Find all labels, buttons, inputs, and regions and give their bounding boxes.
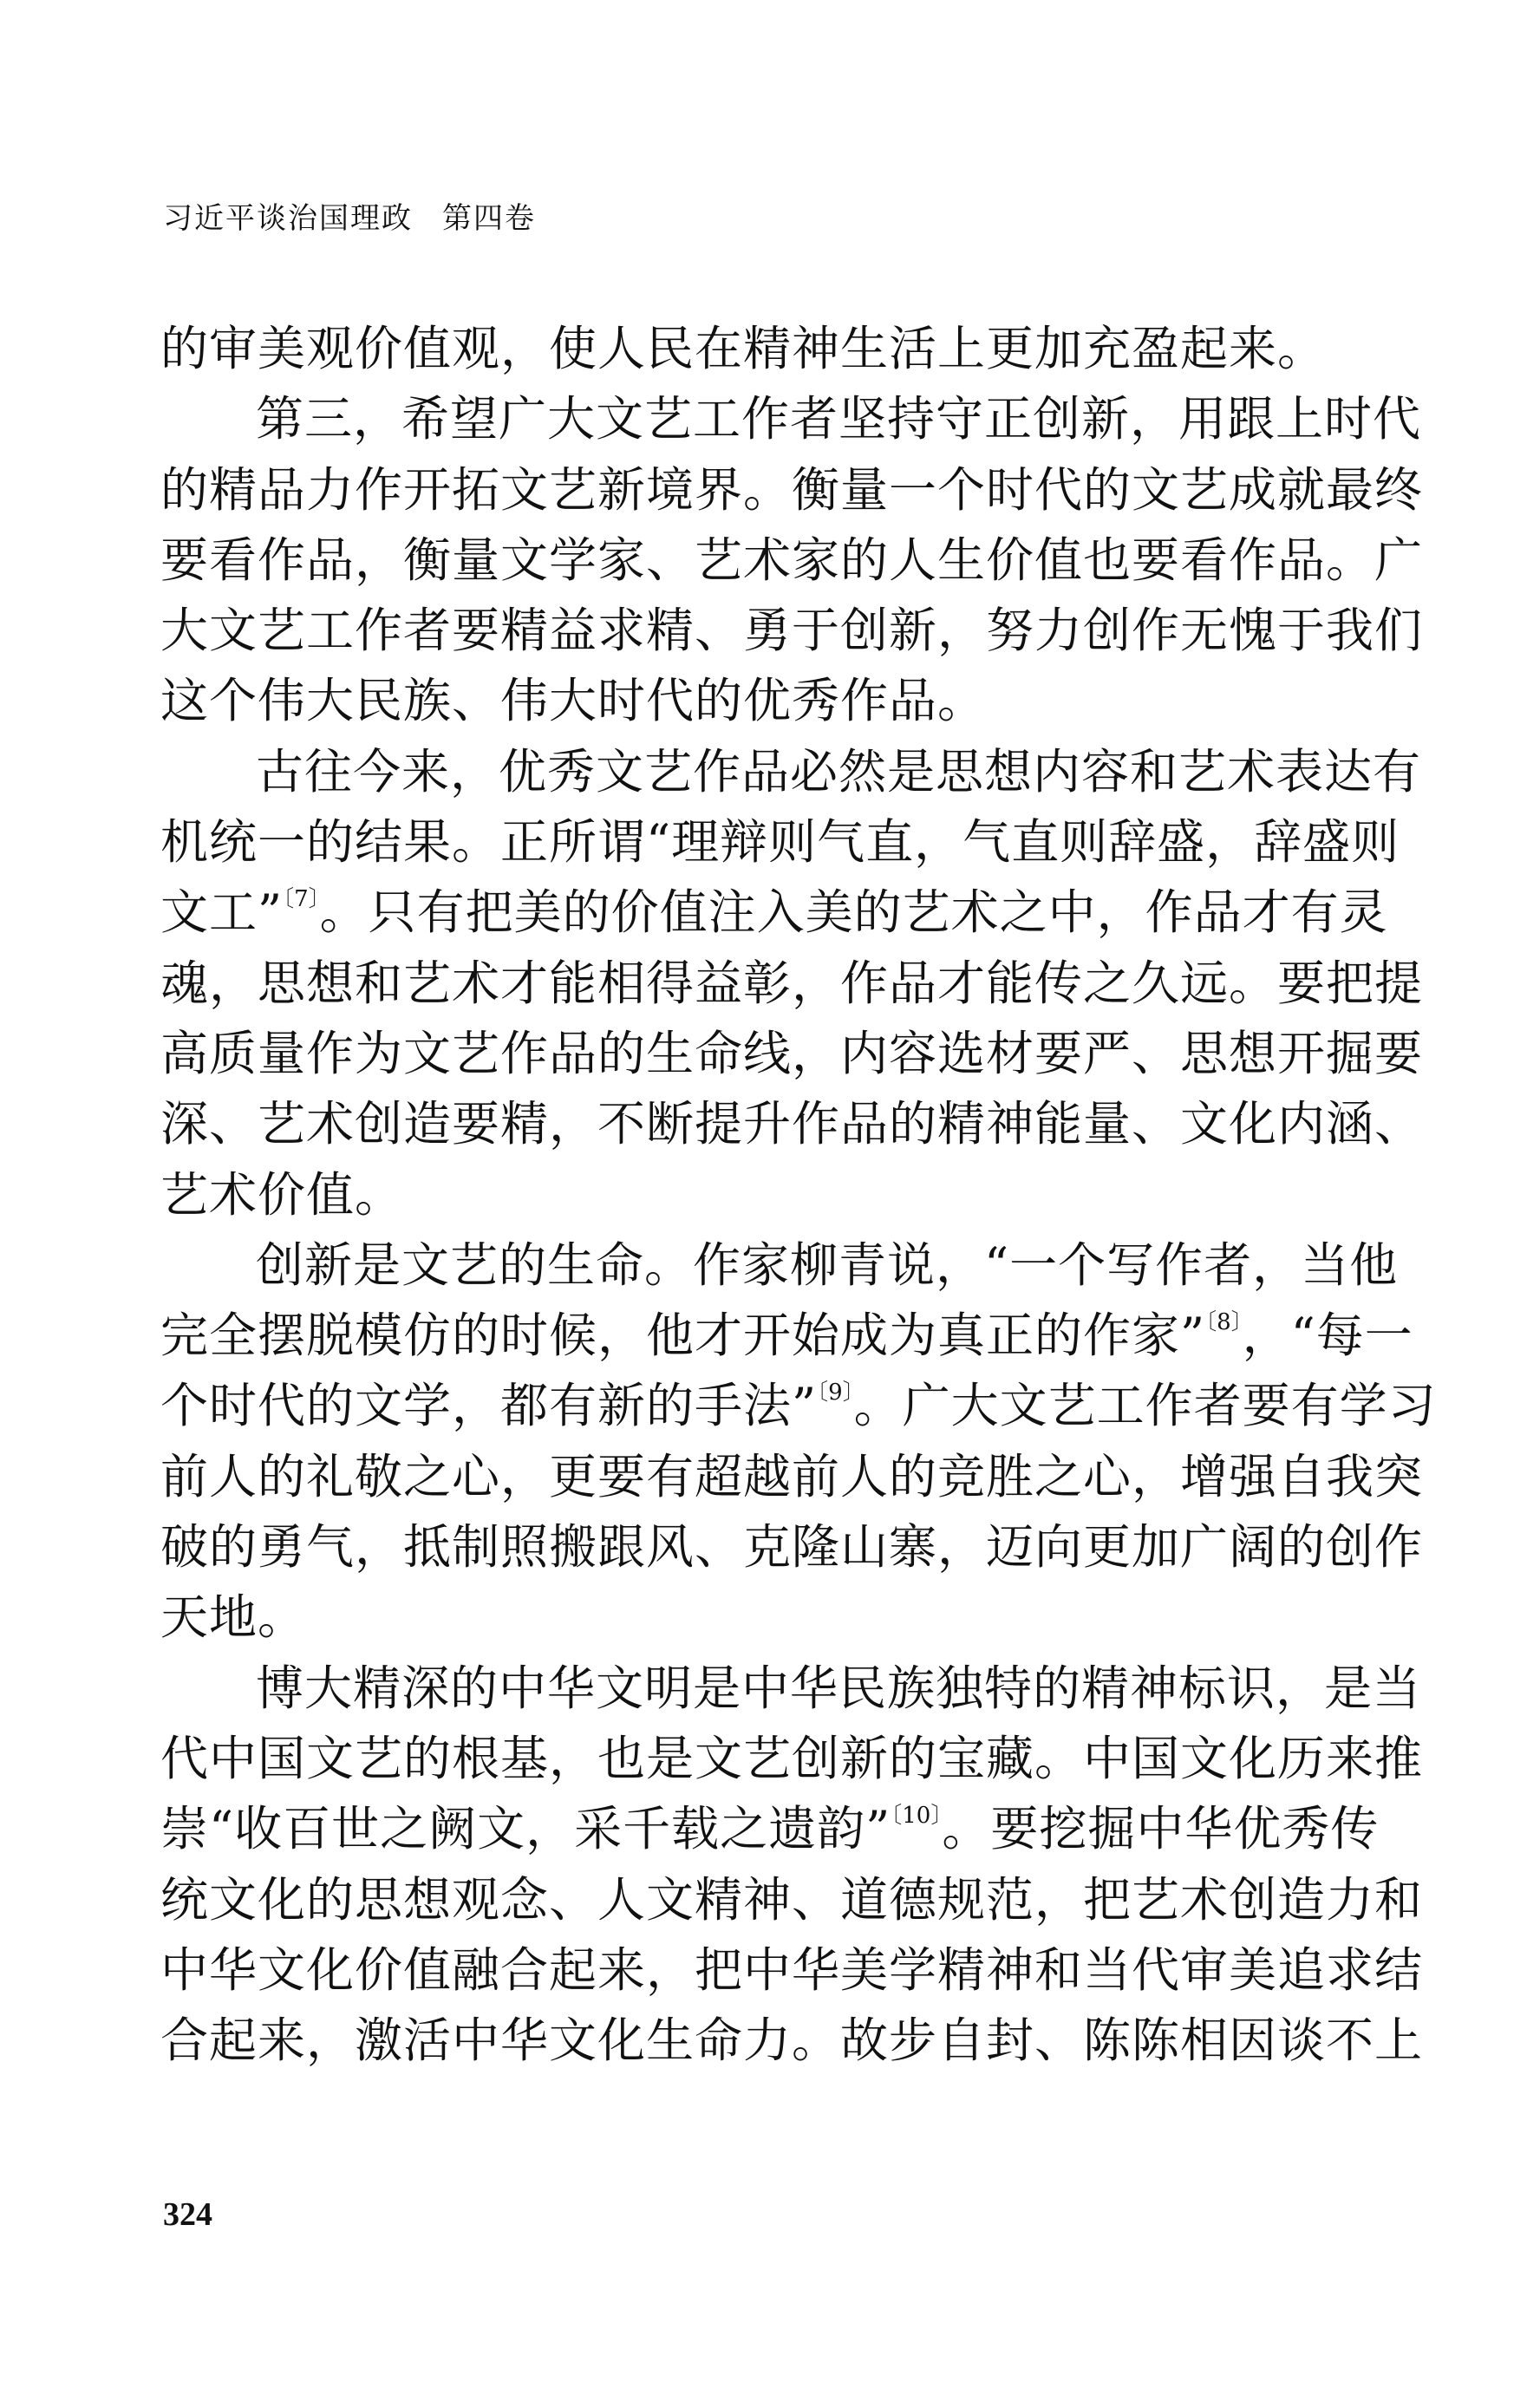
text-line [160, 1019, 1424, 1089]
line-text: 。要挖掘中华优秀传 [942, 1801, 1380, 1857]
line-text: 个时代的文学，都有新的手法” [160, 1378, 818, 1434]
text-line [160, 2006, 1424, 2076]
text-line [160, 737, 1422, 807]
text-line [160, 596, 1424, 666]
line-text: 第三，希望广大文艺工作者坚持守正创新，用跟上时代 [256, 391, 1422, 447]
text-line [160, 1654, 1422, 1724]
line-text: 这个伟大民族、伟大时代的优秀作品。 [160, 673, 987, 729]
page-number: 324 [163, 2196, 212, 2233]
text-line [160, 1794, 1380, 1864]
footnote-reference: 〔8〕 [1205, 1309, 1243, 1336]
line-text: 艺术价值。 [160, 1166, 404, 1223]
text-line [160, 949, 1424, 1019]
text-line [160, 455, 1424, 525]
running-header [163, 198, 536, 239]
text-line [160, 314, 1357, 384]
footnote-reference: 〔7〕 [283, 886, 320, 913]
text-line [160, 1442, 1424, 1512]
text-line [160, 1582, 1357, 1653]
line-text: 中华文化价值融合起来，把中华美学精神和当代审美追求结 [160, 1941, 1424, 1998]
text-line [160, 525, 1424, 596]
text-line [160, 384, 1422, 454]
text-line [160, 666, 1357, 736]
line-text: 的精品力作开拓文艺新境界。衡量一个时代的文艺成就最终 [160, 461, 1424, 518]
line-text: 高质量作为文艺作品的生命线，内容选材要严、思想开掘要 [160, 1025, 1424, 1081]
line-text: 魂，思想和艺术才能相得益彰，作品才能传之久远。要把提 [160, 955, 1424, 1011]
text-line [160, 1301, 1413, 1371]
text-line [160, 1230, 1399, 1301]
text-line [160, 807, 1400, 878]
book-title: 习近平谈治国理政 [163, 201, 413, 236]
footnote-reference: 〔10〕 [891, 1803, 943, 1830]
line-text: 前人的礼敬之心，更要有超越前人的竞胜之心，增强自我突 [160, 1448, 1424, 1504]
text-line [160, 1935, 1424, 2006]
line-text: 文工” [160, 884, 284, 941]
text-line [160, 1865, 1424, 1935]
text-line [160, 878, 1388, 948]
body-text [160, 314, 1437, 2076]
text-line [160, 1371, 1437, 1441]
line-text: 的审美观价值观，使人民在精神生活上更加充盈起来。 [160, 321, 1327, 376]
line-text: 。只有把美的价值注入美的艺术之中，作品才有灵 [319, 884, 1388, 941]
line-text: 崇“收百世之阙文，采千载之遗韵” [160, 1801, 891, 1857]
line-text: 代中国文艺的根基，也是文艺创新的宝藏。中国文化历来推 [160, 1730, 1424, 1786]
line-text: 统文化的思想观念、人文精神、道德规范，把艺术创造力和 [160, 1871, 1424, 1928]
line-text: 古往今来，优秀文艺作品必然是思想内容和艺术表达有 [256, 743, 1422, 799]
line-text: 大文艺工作者要精益求精、勇于创新，努力创作无愧于我们 [160, 603, 1424, 659]
line-text: 创新是文艺的生命。作家柳青说，“一个写作者，当他 [256, 1236, 1399, 1293]
footnote-reference: 〔9〕 [817, 1380, 854, 1406]
text-line [160, 1160, 1357, 1230]
line-text: 天地。 [160, 1589, 307, 1646]
line-text: 合起来，激活中华文化生命力。故步自封、陈陈相因谈不上 [160, 2013, 1424, 2069]
text-line [160, 1089, 1424, 1159]
line-text: 机统一的结果。正所谓“理辩则气直，气直则辞盛，辞盛则 [160, 814, 1400, 871]
line-text: ，“每一 [1242, 1308, 1413, 1364]
line-text: 。广大文艺工作者要有学习 [853, 1378, 1437, 1434]
line-text: 完全摆脱模仿的时候，他才开始成为真正的作家” [160, 1308, 1206, 1364]
line-text: 深、艺术创造要精，不断提升作品的精神能量、文化内涵、 [160, 1096, 1424, 1152]
text-line [160, 1512, 1424, 1582]
line-text: 破的勇气，抵制照搬跟风、克隆山寨，迈向更加广阔的创作 [160, 1519, 1424, 1576]
line-text: 博大精深的中华文明是中华民族独特的精神标识，是当 [256, 1660, 1422, 1716]
text-line [160, 1724, 1424, 1794]
line-text: 要看作品，衡量文学家、艺术家的人生价值也要看作品。广 [160, 532, 1424, 588]
volume-label: 第四卷 [442, 201, 536, 236]
